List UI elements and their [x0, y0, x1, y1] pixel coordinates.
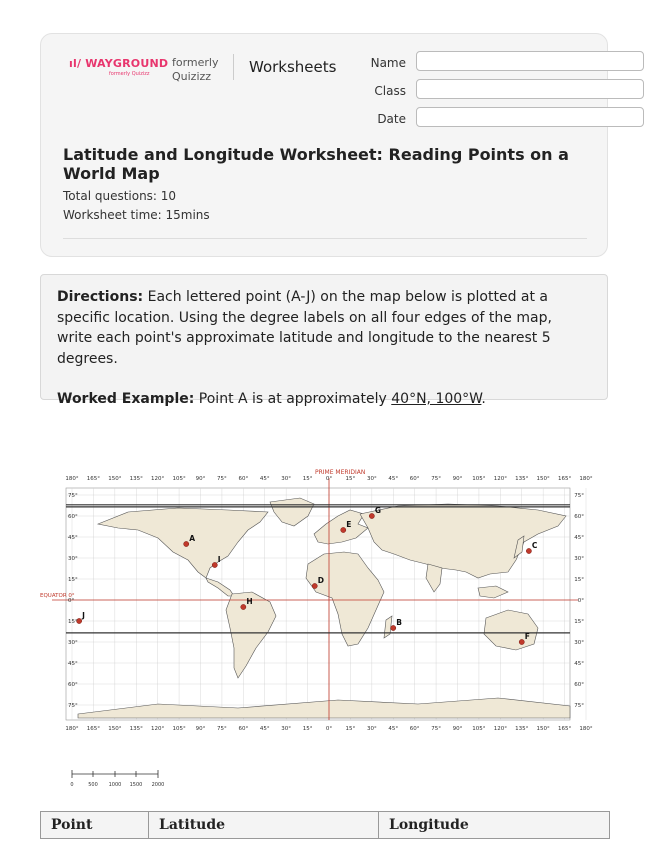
latitude-tick-label: 15° — [68, 619, 78, 625]
col-point: Point — [41, 812, 149, 839]
longitude-tick-label: 15° — [345, 726, 356, 732]
equator-label: EQUATOR 0° — [40, 593, 75, 599]
longitude-tick-label: 45° — [259, 726, 270, 732]
longitude-tick-label: 60° — [238, 726, 249, 732]
scale-label: 0 — [70, 782, 74, 788]
class-field[interactable] — [416, 79, 644, 99]
latitude-tick-label: 75° — [68, 703, 78, 709]
logo-subtext: formerly Quizizz — [109, 71, 150, 77]
latitude-tick-label: 45° — [574, 661, 584, 667]
map-point-h — [241, 604, 246, 609]
map-point-a — [184, 541, 189, 546]
longitude-tick-label: 165° — [557, 726, 572, 732]
longitude-tick-label: 15° — [302, 476, 313, 482]
latitude-tick-label: 30° — [574, 640, 584, 646]
wayground-logo — [69, 57, 168, 77]
longitude-tick-label: 150° — [536, 476, 550, 482]
longitude-tick-label: 45° — [259, 476, 270, 482]
total-questions: Total questions: 10 — [63, 189, 177, 203]
worked-example: Worked Example: Point A is at approximately 40°N, 100°W. — [57, 391, 486, 407]
longitude-tick-label: 90° — [452, 726, 463, 732]
longitude-tick-label: 180° — [65, 476, 79, 482]
worksheet-time: Worksheet time: 15mins — [63, 208, 210, 222]
scale-label: 1500 — [129, 782, 143, 788]
col-longitude: Longitude — [379, 812, 610, 839]
map-scale-bar — [70, 768, 180, 794]
longitude-tick-label: 0° — [325, 476, 333, 482]
longitude-tick-label: 90° — [195, 726, 206, 732]
map-point-label: I — [217, 555, 221, 564]
map-point-label: E — [346, 520, 352, 529]
world-map — [38, 468, 593, 734]
map-point-label: D — [317, 576, 324, 585]
latitude-tick-label: 0° — [577, 598, 584, 604]
table-header-row — [41, 812, 610, 839]
map-point-label: C — [531, 541, 538, 550]
longitude-tick-label: 180° — [579, 726, 593, 732]
latitude-tick-label: 30° — [574, 556, 584, 562]
longitude-tick-label: 30° — [281, 476, 292, 482]
longitude-tick-label: 135° — [129, 726, 143, 732]
worksheet-title: Latitude and Longitude Worksheet: Reading Points on a World Map — [63, 145, 569, 183]
directions-text: Each lettered point (A-J) on the map below is plotted at a specific location. Using the degree labels on all four edges of the map, write each point's approximate latitude and longitude to the nearest 5 degrees. — [57, 289, 552, 367]
col-latitude: Latitude — [149, 812, 379, 839]
longitude-tick-label: 45° — [388, 726, 399, 732]
latitude-tick-label: 75° — [574, 493, 584, 499]
longitude-tick-label: 105° — [172, 476, 186, 482]
longitude-tick-label: 75° — [217, 726, 227, 732]
scale-label: 1000 — [108, 782, 122, 788]
example-label: Worked Example: — [57, 391, 195, 407]
directions-box — [40, 274, 608, 407]
header-divider — [233, 54, 234, 80]
map-point-g — [369, 513, 374, 518]
latitude-tick-label: 0° — [68, 598, 75, 604]
map-point-f — [519, 639, 524, 644]
class-label: Class — [374, 84, 406, 98]
name-label: Name — [370, 56, 406, 70]
map-point-label: H — [246, 597, 253, 606]
longitude-tick-label: 120° — [493, 476, 507, 482]
longitude-tick-label: 75° — [431, 726, 441, 732]
longitude-tick-label: 30° — [366, 726, 377, 732]
scale-bar-svg — [70, 768, 180, 790]
longitude-tick-label: 150° — [108, 726, 122, 732]
latitude-tick-label: 45° — [68, 535, 78, 541]
date-field[interactable] — [416, 107, 644, 127]
example-text: Point A is at approximately — [198, 391, 387, 407]
longitude-tick-label: 15° — [345, 476, 356, 482]
example-answer: 40°N, 100°W — [391, 391, 482, 407]
date-label: Date — [377, 112, 406, 126]
formerly-quizizz: formerly Quizizz — [172, 56, 219, 83]
latitude-tick-label: 75° — [574, 703, 584, 709]
latitude-tick-label: 60° — [68, 514, 78, 520]
longitude-tick-label: 15° — [302, 726, 313, 732]
latitude-tick-label: 15° — [574, 577, 584, 583]
longitude-tick-label: 75° — [217, 476, 227, 482]
longitude-tick-label: 105° — [472, 476, 486, 482]
name-field[interactable] — [416, 51, 644, 71]
directions-paragraph — [57, 287, 591, 369]
map-point-label: G — [374, 506, 381, 515]
map-point-label: J — [82, 611, 85, 620]
scale-label: 500 — [88, 782, 98, 788]
latitude-tick-label: 60° — [68, 682, 78, 688]
longitude-tick-label: 60° — [238, 476, 249, 482]
map-point-label: F — [524, 632, 530, 641]
longitude-tick-label: 135° — [129, 476, 143, 482]
latitude-tick-label: 15° — [574, 619, 584, 625]
longitude-tick-label: 60° — [409, 476, 420, 482]
longitude-tick-label: 120° — [493, 726, 507, 732]
section-label: Worksheets — [249, 58, 337, 76]
map-point-d — [312, 583, 317, 588]
prime-meridian-label: PRIME MERIDIAN — [315, 469, 366, 476]
directions-label: Directions: — [57, 289, 144, 305]
longitude-tick-label: 0° — [325, 726, 333, 732]
map-point-b — [391, 625, 396, 630]
map-point-c — [526, 548, 531, 553]
latitude-tick-label: 15° — [68, 577, 78, 583]
world-map-svg — [38, 468, 593, 734]
longitude-tick-label: 75° — [431, 476, 441, 482]
map-point-e — [341, 527, 346, 532]
longitude-tick-label: 120° — [151, 476, 165, 482]
scale-label: 2000 — [151, 782, 165, 788]
longitude-tick-label: 165° — [86, 476, 101, 482]
longitude-tick-label: 180° — [579, 476, 593, 482]
latitude-tick-label: 60° — [574, 514, 584, 520]
longitude-tick-label: 135° — [515, 726, 529, 732]
longitude-tick-label: 150° — [536, 726, 550, 732]
longitude-tick-label: 180° — [65, 726, 79, 732]
latitude-tick-label: 30° — [68, 556, 78, 562]
longitude-tick-label: 135° — [515, 476, 529, 482]
longitude-tick-label: 105° — [472, 726, 486, 732]
latitude-tick-label: 30° — [68, 640, 78, 646]
worksheet-header — [40, 33, 608, 257]
longitude-tick-label: 105° — [172, 726, 186, 732]
longitude-tick-label: 165° — [557, 476, 572, 482]
map-point-i — [212, 562, 217, 567]
logo-text: WAYGROUND — [85, 57, 169, 70]
longitude-tick-label: 165° — [86, 726, 101, 732]
map-point-label: B — [396, 618, 402, 627]
logo-mark-icon: ıl/ — [69, 57, 86, 70]
latitude-tick-label: 75° — [68, 493, 78, 499]
latitude-tick-label: 45° — [574, 535, 584, 541]
longitude-tick-label: 90° — [452, 476, 463, 482]
map-point-label: A — [189, 534, 196, 543]
longitude-tick-label: 30° — [366, 476, 377, 482]
latitude-tick-label: 60° — [574, 682, 584, 688]
longitude-tick-label: 30° — [281, 726, 292, 732]
header-rule — [63, 238, 587, 239]
longitude-tick-label: 120° — [151, 726, 165, 732]
longitude-tick-label: 45° — [388, 476, 399, 482]
longitude-tick-label: 150° — [108, 476, 122, 482]
answer-table — [40, 811, 610, 839]
latitude-tick-label: 45° — [68, 661, 78, 667]
longitude-tick-label: 60° — [409, 726, 420, 732]
longitude-tick-label: 90° — [195, 476, 206, 482]
